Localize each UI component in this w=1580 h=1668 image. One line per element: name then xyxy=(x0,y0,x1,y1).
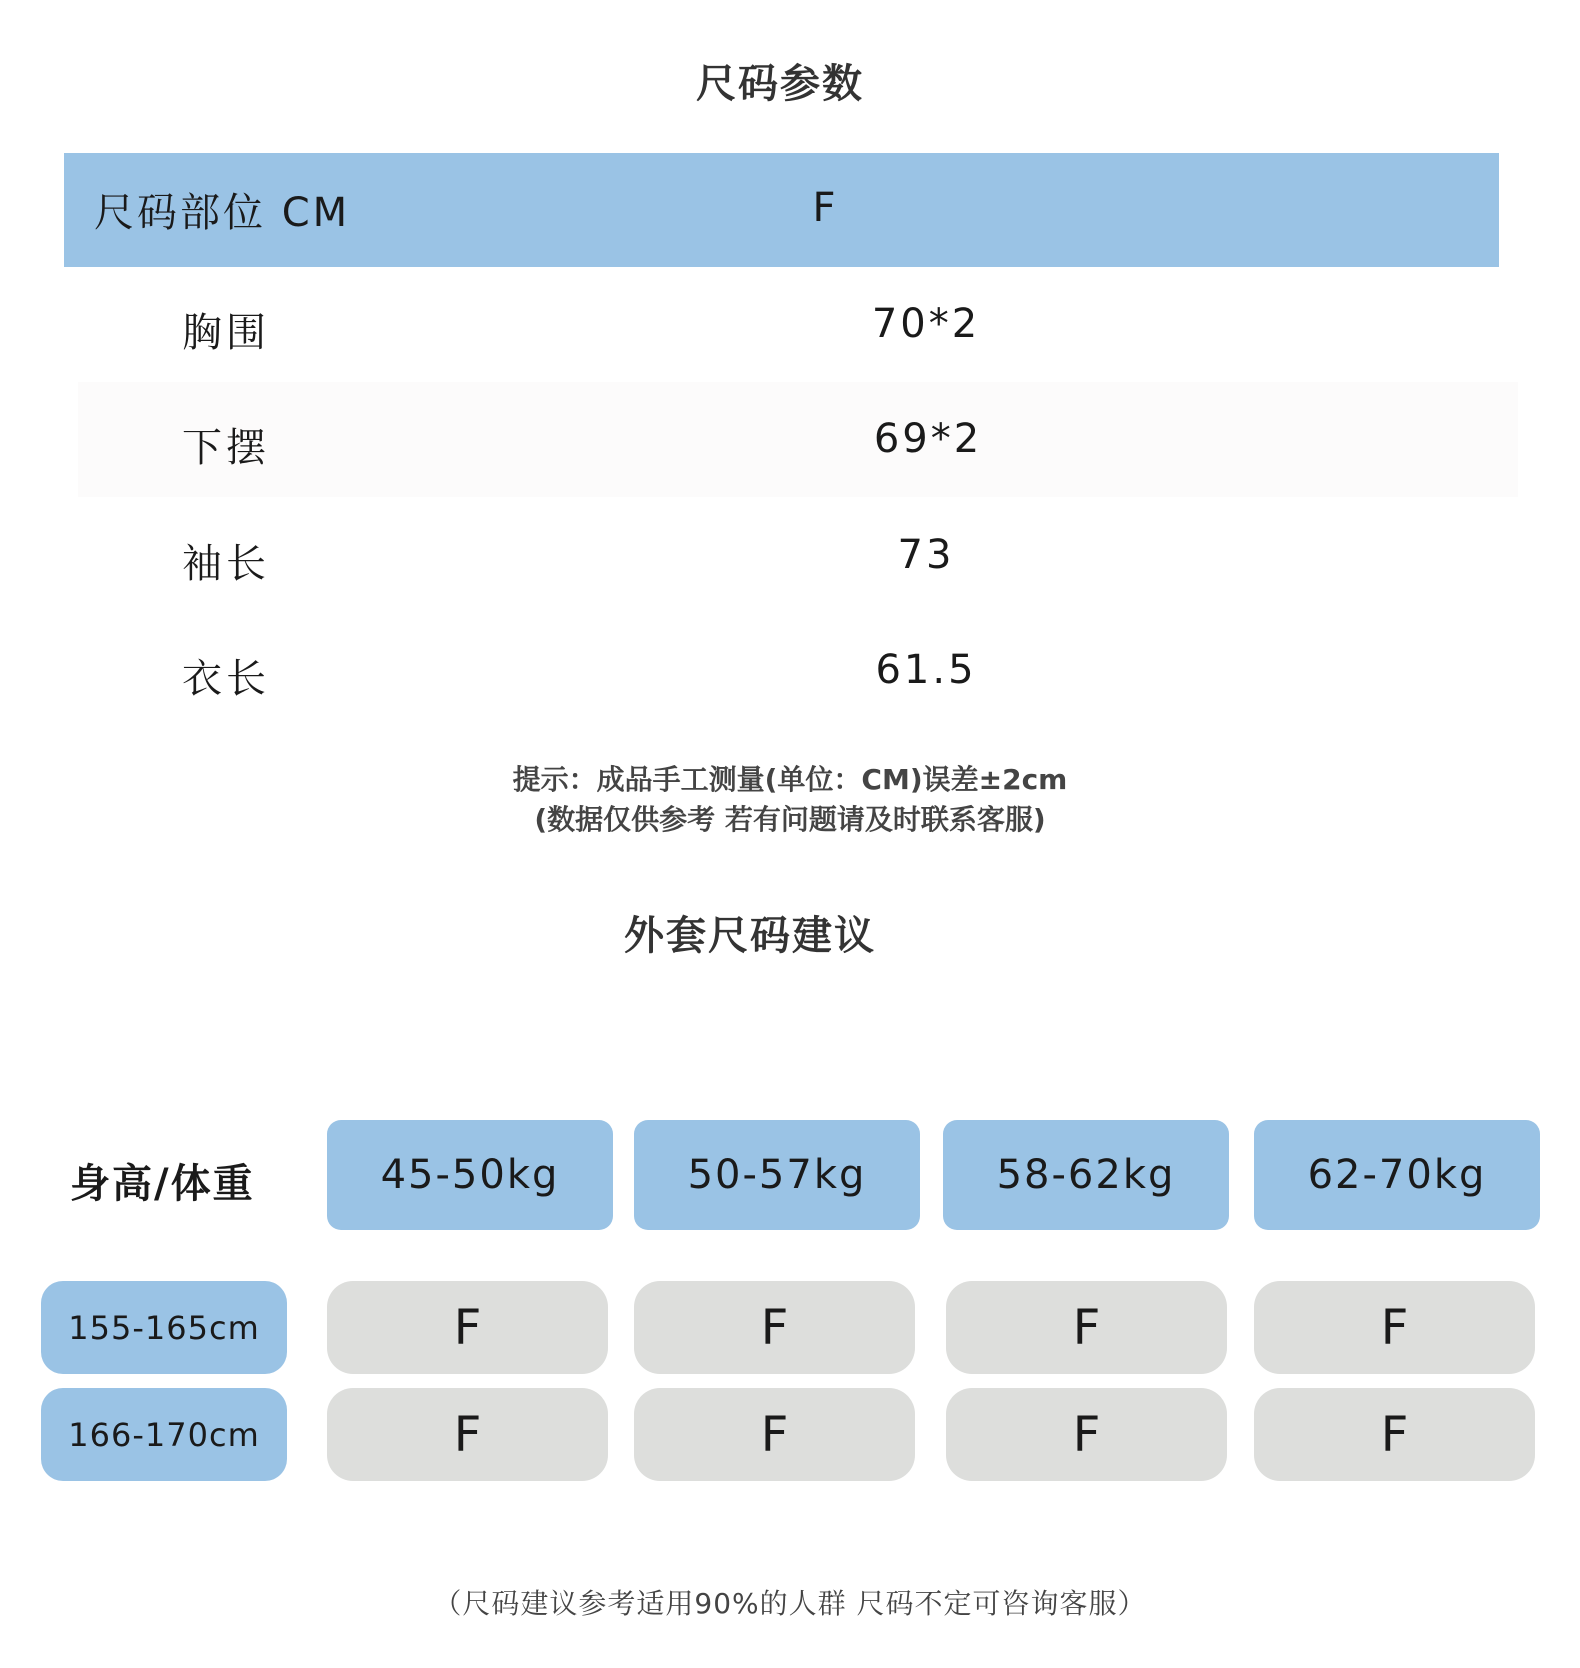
weight-header: 62-70kg xyxy=(1254,1120,1540,1230)
spec-table-header xyxy=(64,153,1499,267)
size-cell: F xyxy=(1254,1281,1535,1374)
size-cell: F xyxy=(634,1281,915,1374)
spec-row-name: 下摆 xyxy=(182,425,270,471)
spec-row-sleeve xyxy=(64,498,1499,613)
height-weight-label: 身高/体重 xyxy=(70,1161,255,1207)
size-cell: F xyxy=(327,1281,608,1374)
size-cell: F xyxy=(1254,1388,1535,1481)
weight-header: 50-57kg xyxy=(634,1120,920,1230)
spec-row-value: 61.5 xyxy=(875,647,977,693)
spec-row-hem xyxy=(78,382,1518,497)
weight-header: 45-50kg xyxy=(327,1120,613,1230)
size-cell: F xyxy=(634,1388,915,1481)
height-label: 155-165cm xyxy=(41,1281,287,1374)
note-line-2: (数据仅供参考 若有问题请及时联系客服) xyxy=(534,803,1046,836)
size-cell: F xyxy=(327,1388,608,1481)
suggestion-footer-note: （尺码建议参考适用90%的人群 尺码不定可咨询客服） xyxy=(433,1587,1147,1620)
height-label: 166-170cm xyxy=(41,1388,287,1481)
measurement-note xyxy=(0,760,1580,840)
spec-row-value: 73 xyxy=(897,532,955,578)
spec-header-size: F xyxy=(812,185,836,231)
suggest-title: 外套尺码建议 xyxy=(624,913,876,959)
weight-header: 58-62kg xyxy=(943,1120,1229,1230)
spec-row-name: 胸围 xyxy=(182,310,270,356)
size-cell: F xyxy=(946,1388,1227,1481)
spec-title: 尺码参数 xyxy=(696,61,864,107)
spec-row-name: 袖长 xyxy=(182,541,270,587)
spec-header-label: 尺码部位 CM xyxy=(94,190,351,236)
spec-row-length xyxy=(64,613,1499,728)
note-line-1: 提示：成品手工测量(单位：CM)误差±2cm xyxy=(512,763,1068,796)
spec-row-value: 69*2 xyxy=(873,416,983,462)
spec-row-chest xyxy=(64,267,1499,382)
spec-row-value: 70*2 xyxy=(871,301,981,347)
size-cell: F xyxy=(946,1281,1227,1374)
spec-row-name: 衣长 xyxy=(182,656,270,702)
